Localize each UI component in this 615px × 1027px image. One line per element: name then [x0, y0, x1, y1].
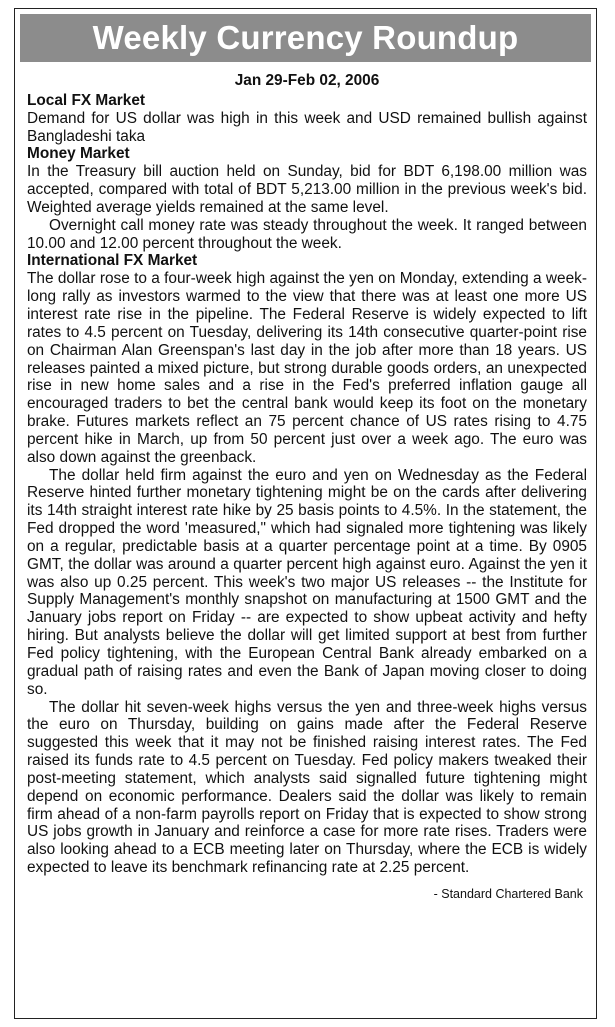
- money-market-paragraph: In the Treasury bill auction held on Sunday, bid for BDT 6,198.00 million was accepted, compared with total of BDT 5,213.00 million in the previous week's bid. Weighted average yields remained at the same level.: [27, 163, 587, 216]
- local-fx-paragraph: Demand for US dollar was high in this week and USD remained bullish against Bangladeshi taka: [27, 109, 587, 145]
- article-date: Jan 29-Feb 02, 2006: [234, 72, 380, 89]
- source-credit: - Standard Chartered Bank: [433, 886, 583, 901]
- article-body: [15, 62, 596, 904]
- article-frame: [14, 8, 597, 1019]
- international-fx-paragraph: The dollar rose to a four-week high against the yen on Monday, extending a week-long rally as investors warmed to the view that there was at least one more US interest rate rise in the pipeline. The Federal Reserve is widely expected to lift rates to 4.5 percent on Tuesday, delivering its 14th consecutive quarter-point rise on Chairman Alan Greenspan's last day in the job after more than 18 years. US releases painted a mixed picture, but strong durable goods orders, an unexpected rise in new home sales and a rise in the Fed's preferred inflation gauge all encouraged traders to bet the central bank would keep its foot on the monetary brake. Futures markets reflect an 75 percent chance of US rates rising to 4.75 percent hike in March, up from 50 percent just over a week ago. The euro was also down against the greenback.: [27, 270, 587, 466]
- section-heading-local-fx: Local FX Market: [27, 91, 146, 109]
- section-heading-international-fx: International FX Market: [27, 252, 198, 270]
- international-fx-paragraph: The dollar held firm against the euro and yen on Wednesday as the Federal Reserve hinted further monetary tightening might be on the cards after delivering its 14th straight interest rate hike by 25 basis points to 4.5%. In the statement, the Fed dropped the word 'measured," which had signaled more tightening was likely on a regular, predictable basis at a quarter percentage point at a time. By 0905 GMT, the dollar was around a quarter percent high against euro. Against the yen it was also up 0.25 percent. This week's two major US releases -- the Institute for Supply Management's monthly snapshot on manufacturing at 1500 GMT and the January jobs report on Friday -- are expected to show upbeat activity and hefty hiring. But analysts believe the dollar will get limited support at best from further Fed policy tightening, with the European Central Bank already embarked on a gradual path of raising rates and even the Bank of Japan moving closer to doing so.: [27, 466, 587, 698]
- international-fx-paragraph: The dollar hit seven-week highs versus the yen and three-week highs versus the euro on Thursday, building on gains made after the Federal Reserve suggested this week that it may not be finished raising interest rates. The Fed raised its funds rate to 4.5 percent on Tuesday. Fed policy makers tweaked their post-meeting statement, which analysts said signalled future tightening might depend on economic performance. Dealers said the dollar was likely to remain firm ahead of a non-farm payrolls report on Friday that is expected to show strong US jobs growth in January and reinforce a case for more rate rises. Traders were also looking ahead to a ECB meeting later on Thursday, where the ECB is widely expected to leave its benchmark refinancing rate at 2.25 percent.: [27, 698, 587, 877]
- section-heading-money-market: Money Market: [27, 145, 130, 163]
- money-market-paragraph: Overnight call money rate was steady throughout the week. It ranged between 10.00 and 12.00 percent throughout the week.: [27, 216, 587, 252]
- article-title: Weekly Currency Roundup: [20, 14, 591, 62]
